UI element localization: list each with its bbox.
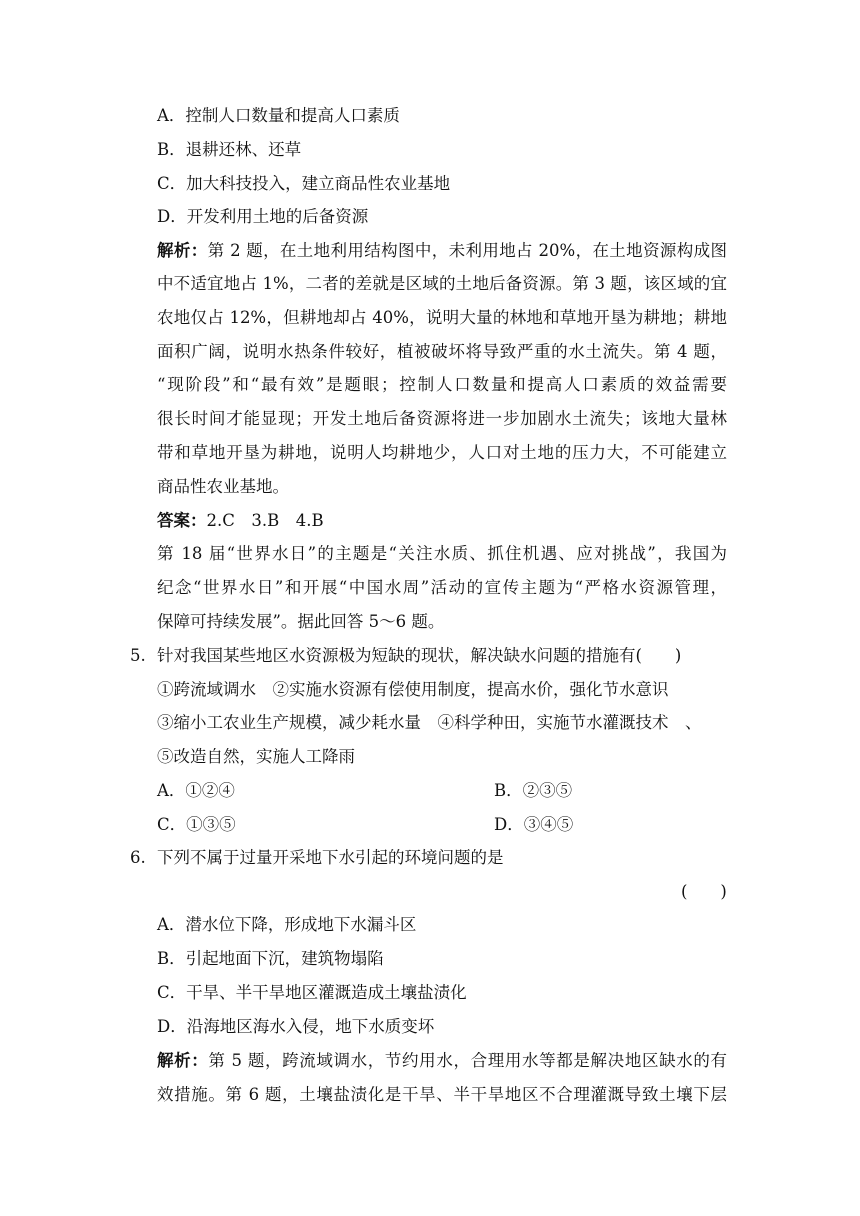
- analysis2-label: 解析：: [157, 1051, 209, 1070]
- analysis1-line-3: 农地仅占 12%，但耕地却占 40%，说明大量的林地和草地开垦为耕地；耕地: [157, 308, 727, 327]
- analysis2-line-1: 解析：第 5 题，跨流域调水，节约用水，合理用水等都是解决地区缺水的有: [157, 1051, 728, 1070]
- q6-option-d: D．沿海地区海水入侵，地下水质变坏: [157, 1017, 435, 1036]
- intro-line-3: 保障可持续发展”。据此回答 5～6 题。: [157, 612, 445, 631]
- analysis1-line-4: 面积广阔，说明水热条件较好，植被破坏将导致严重的水土流失。第 4 题，: [157, 342, 727, 361]
- q5-stem: 针对我国某些地区水资源极为短缺的现状，解决缺水问题的措施有( ): [157, 646, 682, 665]
- q6-option-c: C．干旱、半干旱地区灌溉造成土壤盐渍化: [157, 983, 467, 1002]
- q5-option-a: A．①②④: [157, 781, 235, 800]
- answer1-label: 答案：: [157, 511, 207, 530]
- q6-stem: 下列不属于过量开采地下水引起的环境问题的是: [157, 848, 504, 867]
- q6-number: 6.: [130, 848, 146, 867]
- q5-item-line-3: ⑤改造自然，实施人工降雨: [157, 747, 355, 766]
- q4-option-b: B．退耕还林、还草: [157, 140, 302, 159]
- q6-option-b: B．引起地面下沉，建筑物塌陷: [157, 949, 384, 968]
- analysis1-line-8: 商品性农业基地。: [157, 477, 289, 496]
- analysis1-line-1: 解析：第 2 题，在土地利用结构图中，未利用地占 20%，在土地资源构成图: [157, 241, 728, 260]
- answer1-text: 2.C 3.B 4.B: [206, 511, 324, 530]
- intro-line-2: 纪念“世界水日”和开展“中国水周”活动的宣传主题为“严格水资源管理，: [157, 578, 727, 597]
- analysis2-line-2: 效措施。第 6 题，土壤盐渍化是干旱、半干旱地区不合理灌溉导致土壤下层: [157, 1085, 727, 1104]
- analysis1-label: 解析：: [157, 241, 208, 260]
- q6-option-a: A．潜水位下降，形成地下水漏斗区: [157, 915, 417, 934]
- intro-line-1: 第 18 届“世界水日”的主题是“关注水质、抓住机遇、应对挑战”，我国为: [157, 544, 727, 563]
- q5-item-line-1: ①跨流域调水 ②实施水资源有偿使用制度，提高水价，强化节水意识: [157, 680, 669, 699]
- analysis1-line-2: 中不适宜地占 1%，二者的差就是区域的土地后备资源。第 3 题，该区域的宜: [157, 274, 727, 293]
- q5-number: 5.: [130, 646, 146, 665]
- analysis1-line-6: 很长时间才能显现；开发土地后备资源将进一步加剧水土流失；该地大量林: [157, 409, 727, 428]
- q6-answer-bracket: ( ): [681, 882, 727, 901]
- q4-option-c: C．加大科技投入，建立商品性农业基地: [157, 174, 451, 193]
- analysis1-line-7: 带和草地开垦为耕地，说明人均耕地少，人口对土地的压力大，不可能建立: [157, 443, 727, 462]
- q4-option-d: D．开发利用土地的后备资源: [157, 207, 369, 226]
- q5-option-b: B．②③⑤: [494, 781, 573, 800]
- q4-option-a: A．控制人口数量和提高人口素质: [157, 106, 400, 125]
- q5-option-c: C．①③⑤: [157, 815, 236, 834]
- analysis1-line-5: “现阶段”和“最有效”是题眼；控制人口数量和提高人口素质的效益需要: [157, 375, 727, 394]
- q5-option-d: D．③④⑤: [494, 815, 574, 834]
- answer1: [157, 510, 324, 532]
- q5-item-line-2: ③缩小工农业生产规模，减少耗水量 ④科学种田，实施节水灌溉技术 、: [157, 713, 702, 732]
